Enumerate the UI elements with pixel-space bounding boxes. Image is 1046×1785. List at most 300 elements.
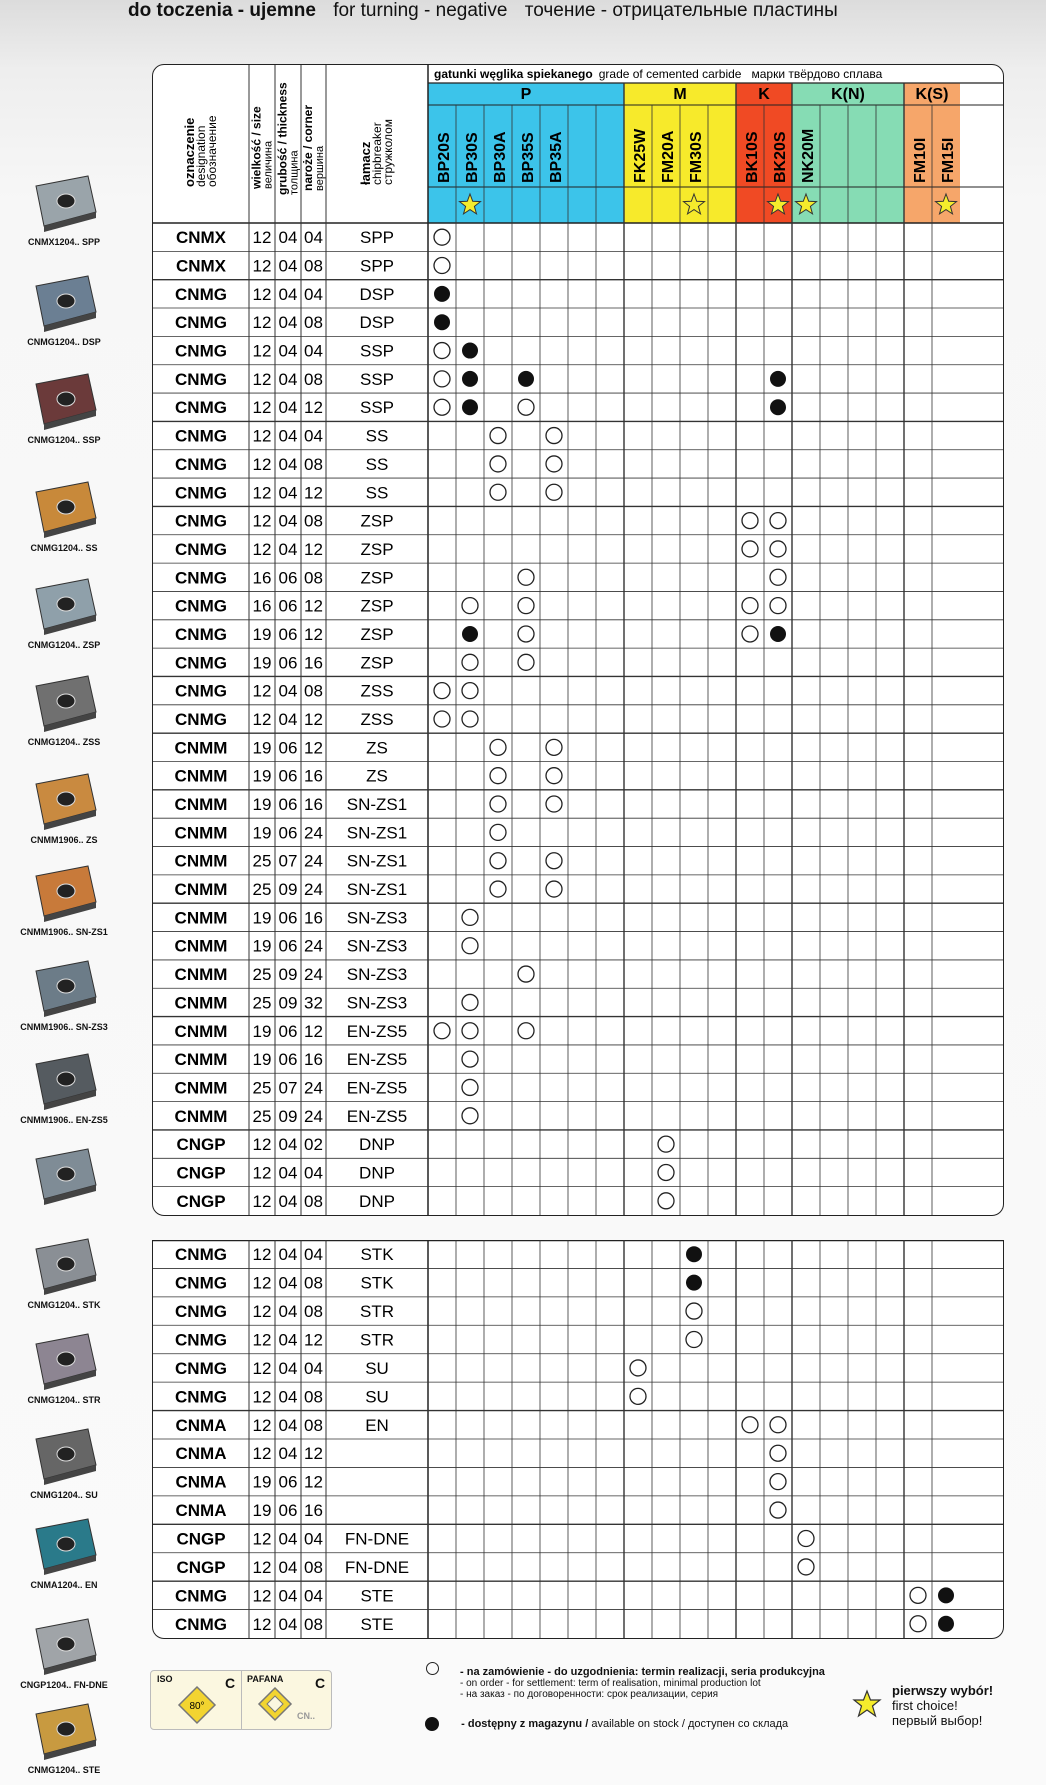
designation-cell: CNMG — [175, 284, 227, 304]
table-row — [175, 625, 786, 644]
size-cell: 12 — [252, 1273, 272, 1293]
corner-cell: 08 — [304, 568, 323, 588]
insert-thumbnail — [0, 672, 128, 747]
designation-cell: CNMG — [175, 511, 227, 531]
on-order-circle — [910, 1616, 926, 1632]
size-cell: 19 — [252, 1501, 272, 1521]
grade-group-label: K(S) — [915, 86, 949, 103]
size-cell: 19 — [252, 908, 272, 928]
designation-cell: CNMM — [174, 1078, 228, 1098]
designation-cell: CNMG — [175, 426, 227, 446]
designation-cell: CNMM — [174, 908, 228, 928]
on-order-circle — [910, 1587, 926, 1603]
header-russian: точение - отрицательные пластины — [524, 0, 838, 21]
on-order-circle — [546, 881, 562, 897]
insert-thumbnail — [0, 172, 128, 247]
size-cell: 19 — [252, 1021, 272, 1041]
on-order-circle — [462, 994, 478, 1010]
on-order-circle — [462, 654, 478, 670]
grade-name: FM10I — [912, 137, 929, 183]
on-order-circle — [434, 258, 450, 274]
corner-cell: 12 — [304, 483, 323, 503]
size-cell: 12 — [252, 483, 272, 503]
on-order-circle — [462, 1023, 478, 1039]
on-order-circle — [546, 456, 562, 472]
corner-cell: 12 — [304, 1021, 323, 1041]
iso-box — [150, 1670, 332, 1730]
carbide-insert-icon — [24, 478, 104, 540]
on-order-circle — [742, 513, 758, 529]
carbide-insert-icon — [24, 957, 104, 1019]
designation-cell: CNMG — [175, 681, 227, 701]
chipbreaker-cell: SSP — [359, 369, 395, 389]
designation-cell: CNMM — [174, 738, 228, 758]
page-header — [0, 0, 1046, 28]
table-row — [176, 1135, 674, 1154]
thumbnail-caption: CNMG1204.. STR — [27, 1395, 101, 1405]
thickness-cell: 04 — [278, 1191, 298, 1211]
grade-name: FK25W — [632, 128, 649, 183]
insert-thumbnail — [0, 957, 128, 1032]
corner-cell: 08 — [304, 369, 323, 389]
insert-thumbnail — [0, 1700, 128, 1775]
thickness-cell: 04 — [278, 1586, 298, 1606]
size-cell: 12 — [252, 1191, 272, 1211]
chipbreaker-cell: SN-ZS1 — [346, 851, 408, 871]
chipbreaker-cell: STE — [360, 1614, 394, 1634]
in-stock-dot — [686, 1246, 702, 1262]
thickness-cell: 04 — [278, 369, 298, 389]
on-order-circle — [742, 598, 758, 614]
on-order-circle — [462, 711, 478, 727]
corner-cell: 12 — [304, 1472, 323, 1492]
corner-cell: 08 — [304, 1557, 323, 1577]
thumbnail-caption: CNMG1204.. DSP — [27, 337, 101, 347]
table-row — [175, 398, 786, 417]
chipbreaker-cell: SN-ZS1 — [346, 823, 408, 843]
thickness-cell: 06 — [278, 766, 298, 786]
size-cell: 12 — [252, 1302, 272, 1322]
on-order-circle — [658, 1136, 674, 1152]
designation-cell: CNMA — [175, 1501, 227, 1521]
thickness-cell: 07 — [278, 1078, 298, 1098]
table-row — [176, 1530, 814, 1549]
column-header-label: вершина — [314, 145, 326, 191]
legend-first-ru: первый выбор! — [892, 1713, 983, 1728]
table-row — [175, 313, 450, 332]
table-row — [175, 965, 534, 984]
thickness-cell: 04 — [278, 1245, 298, 1265]
thickness-cell: 04 — [278, 1358, 298, 1378]
table-row — [176, 1192, 674, 1211]
size-cell: 12 — [252, 426, 272, 446]
chipbreaker-cell: ZSP — [360, 596, 394, 616]
corner-cell: 04 — [304, 1245, 323, 1265]
corner-cell: 08 — [304, 454, 323, 474]
size-cell: 12 — [252, 1444, 272, 1464]
corner-cell: 04 — [304, 1586, 323, 1606]
table-row — [175, 1387, 646, 1406]
designation-cell: CNMM — [174, 851, 228, 871]
size-cell: 25 — [252, 1078, 272, 1098]
designation-cell: CNMG — [175, 1273, 227, 1293]
thumbnail-caption: CNMX1204.. SPP — [27, 237, 101, 247]
size-cell: 12 — [252, 1415, 272, 1435]
corner-cell: 04 — [304, 341, 323, 361]
chipbreaker-cell: SPP — [359, 256, 395, 276]
pafana-label: PAFANA — [247, 1674, 284, 1684]
designation-cell: CNMM — [174, 1050, 228, 1070]
size-cell: 19 — [252, 936, 272, 956]
thickness-cell: 06 — [278, 1472, 298, 1492]
on-order-circle — [434, 343, 450, 359]
on-order-circle — [546, 853, 562, 869]
thickness-cell: 04 — [278, 1163, 298, 1183]
on-order-circle — [798, 1531, 814, 1547]
legend-order-ru: - на заказ - по договоренности: срок реализации, серия — [460, 1689, 719, 1700]
size-cell: 19 — [252, 766, 272, 786]
size-cell: 12 — [252, 454, 272, 474]
chipbreaker-cell: SN-ZS1 — [346, 795, 408, 815]
on-order-circle — [434, 229, 450, 245]
corner-cell: 12 — [304, 738, 323, 758]
column-header-label: designation — [194, 125, 208, 187]
on-order-circle — [742, 1417, 758, 1433]
chipbreaker-cell: STR — [360, 1302, 394, 1322]
on-order-circle — [770, 541, 786, 557]
on-order-circle — [490, 484, 506, 500]
thickness-cell: 06 — [278, 596, 298, 616]
column-header-label: grubość / thickness — [275, 82, 290, 195]
grade-name: BP35S — [520, 132, 537, 183]
designation-cell: CNMA — [175, 1444, 227, 1464]
on-order-circle — [490, 824, 506, 840]
designation-cell: CNGP — [176, 1163, 226, 1183]
thumbnail-caption: CNMA1204.. EN — [30, 1580, 98, 1590]
designation-cell: CNMG — [175, 369, 227, 389]
legend-order-pl: - na zamówienie - do uzgodnienia: termin realizacji, seria produkcyjna — [460, 1666, 825, 1678]
pafana-sub: CN.. — [297, 1711, 315, 1721]
chipbreaker-cell: EN-ZS5 — [346, 1050, 408, 1070]
thickness-cell: 09 — [278, 1106, 298, 1126]
column-header-label: chipbreaker — [370, 122, 384, 185]
thumbnail-caption: CNMG1204.. SSP — [27, 435, 101, 445]
designation-cell: CNMG — [175, 1387, 227, 1407]
corner-cell: 24 — [304, 851, 323, 871]
corner-cell: 08 — [304, 313, 323, 333]
on-order-circle — [490, 456, 506, 472]
iso-label: ISO — [157, 1674, 173, 1684]
grade-name: FM15I — [940, 137, 957, 183]
legend-first-en: first choice! — [892, 1698, 958, 1713]
carbide-insert-icon — [24, 1235, 104, 1297]
in-stock-dot — [938, 1616, 954, 1632]
table-row — [175, 285, 450, 304]
thumbnail-caption: CNMG1204.. ZSS — [27, 737, 101, 747]
thickness-cell: 06 — [278, 1050, 298, 1070]
in-stock-dot — [686, 1275, 702, 1291]
carbide-insert-icon — [24, 370, 104, 432]
thickness-cell: 06 — [278, 823, 298, 843]
designation-cell: CNMG — [175, 454, 227, 474]
insert-thumbnail — [0, 862, 128, 937]
table-row — [175, 852, 562, 871]
thickness-cell: 04 — [278, 710, 298, 729]
corner-cell: 08 — [304, 1191, 323, 1211]
on-order-circle — [686, 1332, 702, 1348]
table-row — [176, 257, 450, 276]
grade-name: FM20A — [660, 130, 677, 183]
table-row — [175, 1586, 954, 1605]
column-header-label: толщина — [288, 150, 301, 195]
thickness-cell: 09 — [278, 993, 298, 1013]
chipbreaker-cell: SU — [365, 1387, 389, 1407]
insert-thumbnail — [0, 272, 128, 347]
on-order-circle — [546, 796, 562, 812]
chipbreaker-cell: EN-ZS5 — [346, 1021, 408, 1041]
chipbreaker-cell: DNP — [359, 1163, 395, 1183]
on-order-circle — [742, 626, 758, 642]
designation-cell: CNMA — [175, 1415, 227, 1435]
on-order-circle — [462, 909, 478, 925]
thumbnail-caption: CNMG1204.. ZSP — [27, 640, 101, 650]
insert-thumbnail — [0, 575, 128, 650]
designation-cell: CNMM — [174, 936, 228, 956]
thickness-cell: 04 — [278, 1529, 298, 1549]
on-order-circle — [462, 598, 478, 614]
grade-name: BP20S — [436, 132, 453, 183]
size-cell: 12 — [252, 539, 272, 559]
thickness-cell: 04 — [278, 539, 298, 559]
thickness-cell: 04 — [278, 1444, 298, 1464]
grade-name: FM30S — [688, 131, 705, 183]
on-order-circle — [770, 1474, 786, 1490]
in-stock-dot — [770, 399, 786, 415]
on-order-circle — [462, 1079, 478, 1095]
chipbreaker-cell: SN-ZS3 — [346, 908, 408, 928]
table-row — [175, 1022, 534, 1041]
table-row — [175, 1302, 702, 1321]
on-order-circle — [518, 598, 534, 614]
table-row — [175, 1359, 646, 1378]
thickness-cell: 06 — [278, 568, 298, 588]
table-row — [176, 1163, 674, 1182]
thickness-cell: 04 — [278, 681, 298, 701]
thickness-cell: 04 — [278, 1330, 298, 1350]
size-cell: 19 — [252, 1472, 272, 1492]
on-order-circle — [518, 1023, 534, 1039]
thickness-cell: 04 — [278, 1614, 298, 1634]
chipbreaker-cell: SN-ZS3 — [346, 936, 408, 956]
size-cell: 12 — [252, 1557, 272, 1577]
corner-cell: 32 — [304, 993, 323, 1013]
in-stock-dot — [770, 371, 786, 387]
table-row — [176, 228, 450, 247]
designation-cell: CNGP — [176, 1529, 226, 1549]
size-cell: 12 — [252, 284, 272, 304]
table-row — [175, 455, 562, 474]
thickness-cell: 04 — [278, 398, 298, 418]
size-cell: 12 — [252, 1330, 272, 1350]
corner-cell: 24 — [304, 936, 323, 956]
size-cell: 12 — [252, 1529, 272, 1549]
thickness-cell: 06 — [278, 1021, 298, 1041]
insert-thumbnail — [0, 1235, 128, 1310]
table-row — [175, 1245, 702, 1264]
thickness-cell: 04 — [278, 341, 298, 361]
corner-cell: 16 — [304, 1050, 323, 1070]
pafana-insert-icon — [255, 1685, 295, 1725]
designation-cell: CNMG — [175, 341, 227, 361]
on-order-circle — [490, 428, 506, 444]
corner-cell: 08 — [304, 1415, 323, 1435]
on-order-circle — [546, 484, 562, 500]
on-order-circle — [630, 1388, 646, 1404]
on-order-circle — [490, 739, 506, 755]
column-header-label: oznaczenie — [182, 117, 197, 187]
on-order-circle — [546, 428, 562, 444]
corner-cell: 04 — [304, 1358, 323, 1378]
chipbreaker-cell: STR — [360, 1330, 394, 1350]
thickness-cell: 07 — [278, 851, 298, 871]
thickness-cell: 06 — [278, 738, 298, 758]
chipbreaker-cell: SS — [365, 483, 389, 503]
carbide-insert-icon — [24, 272, 104, 334]
on-order-circle — [630, 1360, 646, 1376]
legend-on-stock — [425, 1717, 788, 1731]
designation-cell: CNMG — [175, 596, 227, 616]
on-order-circle — [518, 569, 534, 585]
carbide-insert-icon — [24, 770, 104, 832]
designation-cell: CNGP — [176, 1135, 226, 1155]
on-order-circle — [742, 541, 758, 557]
on-order-circle — [518, 399, 534, 415]
corner-cell: 08 — [304, 256, 323, 276]
chipbreaker-cell: SS — [365, 454, 389, 474]
grade-group-label: M — [673, 86, 687, 103]
chipbreaker-cell: FN-DNE — [344, 1557, 410, 1577]
on-order-circle — [798, 1559, 814, 1575]
designation-cell: CNMM — [174, 1021, 228, 1041]
corner-cell: 12 — [304, 624, 323, 644]
thumbnail-caption: CNMM1906.. SN-ZS1 — [20, 927, 108, 937]
designation-cell: CNMM — [174, 965, 228, 985]
thumbnail-caption: CNMM1906.. EN-ZS5 — [20, 1115, 108, 1125]
carbide-insert-icon — [24, 1700, 104, 1762]
designation-cell: CNMG — [175, 1302, 227, 1322]
thickness-cell: 04 — [278, 313, 298, 333]
on-order-circle — [770, 1445, 786, 1461]
size-cell: 12 — [252, 228, 272, 248]
chipbreaker-cell: ZS — [366, 766, 388, 786]
chipbreaker-cell: SPP — [359, 228, 395, 248]
iso-angle: 80° — [189, 1701, 205, 1712]
carbide-insert-icon — [24, 1145, 104, 1207]
designation-cell: CNMM — [174, 1106, 228, 1126]
legend-order-en: - on order - for settlement: term of realisation, minimal production lot — [460, 1678, 761, 1689]
grade-name: BP30A — [492, 131, 509, 183]
insert-thumbnail — [0, 1145, 128, 1207]
chipbreaker-cell: STK — [360, 1273, 394, 1293]
chipbreaker-cell: STK — [360, 1245, 394, 1265]
corner-cell: 24 — [304, 1106, 323, 1126]
size-cell: 12 — [252, 341, 272, 361]
column-header-label: naroże / corner — [301, 104, 315, 191]
designation-cell: CNMG — [175, 398, 227, 418]
size-cell: 12 — [252, 681, 272, 701]
chipbreaker-cell: SSP — [359, 341, 395, 361]
designation-cell: CNMG — [175, 1358, 227, 1378]
in-stock-dot — [462, 343, 478, 359]
size-cell: 12 — [252, 1586, 272, 1606]
designation-cell: CNMG — [175, 483, 227, 503]
thickness-cell: 04 — [278, 511, 298, 531]
table-row — [175, 568, 786, 587]
designation-cell: CNMM — [174, 795, 228, 815]
insert-thumbnail — [0, 478, 128, 553]
in-stock-dot — [770, 626, 786, 642]
on-order-circle — [770, 1417, 786, 1433]
on-order-circle — [518, 654, 534, 670]
designation-cell: CNMG — [175, 1245, 227, 1265]
table-row — [175, 767, 562, 786]
thumbnail-caption: CNMG1204.. STK — [27, 1300, 101, 1310]
table-row — [175, 597, 786, 616]
pafana-letter: C — [315, 1675, 326, 1691]
on-order-circle — [462, 683, 478, 699]
grade-group-label: K — [758, 86, 770, 103]
chipbreaker-cell: ZSP — [360, 568, 394, 588]
thickness-cell: 04 — [278, 454, 298, 474]
chipbreaker-cell: FN-DNE — [344, 1529, 410, 1549]
column-header-label: величина — [262, 140, 275, 189]
column-header-label: обозначение — [205, 115, 219, 187]
chipbreaker-cell: SS — [365, 426, 389, 446]
table-row — [175, 370, 786, 389]
chipbreaker-cell: ZSP — [360, 653, 394, 673]
table-row — [175, 512, 786, 531]
on-order-circle — [434, 683, 450, 699]
thumbnail-caption: CNMG1204.. STE — [27, 1765, 101, 1775]
size-cell: 12 — [252, 1135, 272, 1155]
thickness-cell: 04 — [278, 256, 298, 276]
corner-cell: 04 — [304, 1163, 323, 1183]
size-cell: 12 — [252, 710, 272, 729]
insert-thumbnail — [0, 1515, 128, 1590]
carbide-insert-icon — [24, 862, 104, 924]
table-row — [176, 1558, 814, 1577]
designation-cell: CNMG — [175, 1614, 227, 1634]
table-row — [175, 682, 478, 701]
insert-thumbnail — [0, 770, 128, 845]
on-order-circle — [770, 1502, 786, 1518]
carbide-insert-icon — [24, 1615, 104, 1677]
corner-cell: 08 — [304, 1614, 323, 1634]
designation-cell: CNMA — [175, 1472, 227, 1492]
rhombus-80-icon — [177, 1685, 217, 1725]
size-cell: 12 — [252, 1387, 272, 1407]
on-order-circle — [462, 938, 478, 954]
designation-cell: CNMM — [174, 823, 228, 843]
size-cell: 25 — [252, 993, 272, 1013]
insert-thumbnail — [0, 1330, 128, 1405]
table-row — [175, 1274, 702, 1293]
size-cell: 12 — [252, 256, 272, 276]
chipbreaker-cell: ZSP — [360, 539, 394, 559]
chipbreaker-cell: ZSP — [360, 511, 394, 531]
table-row — [176, 1444, 787, 1463]
insert-thumbnail — [0, 370, 128, 445]
